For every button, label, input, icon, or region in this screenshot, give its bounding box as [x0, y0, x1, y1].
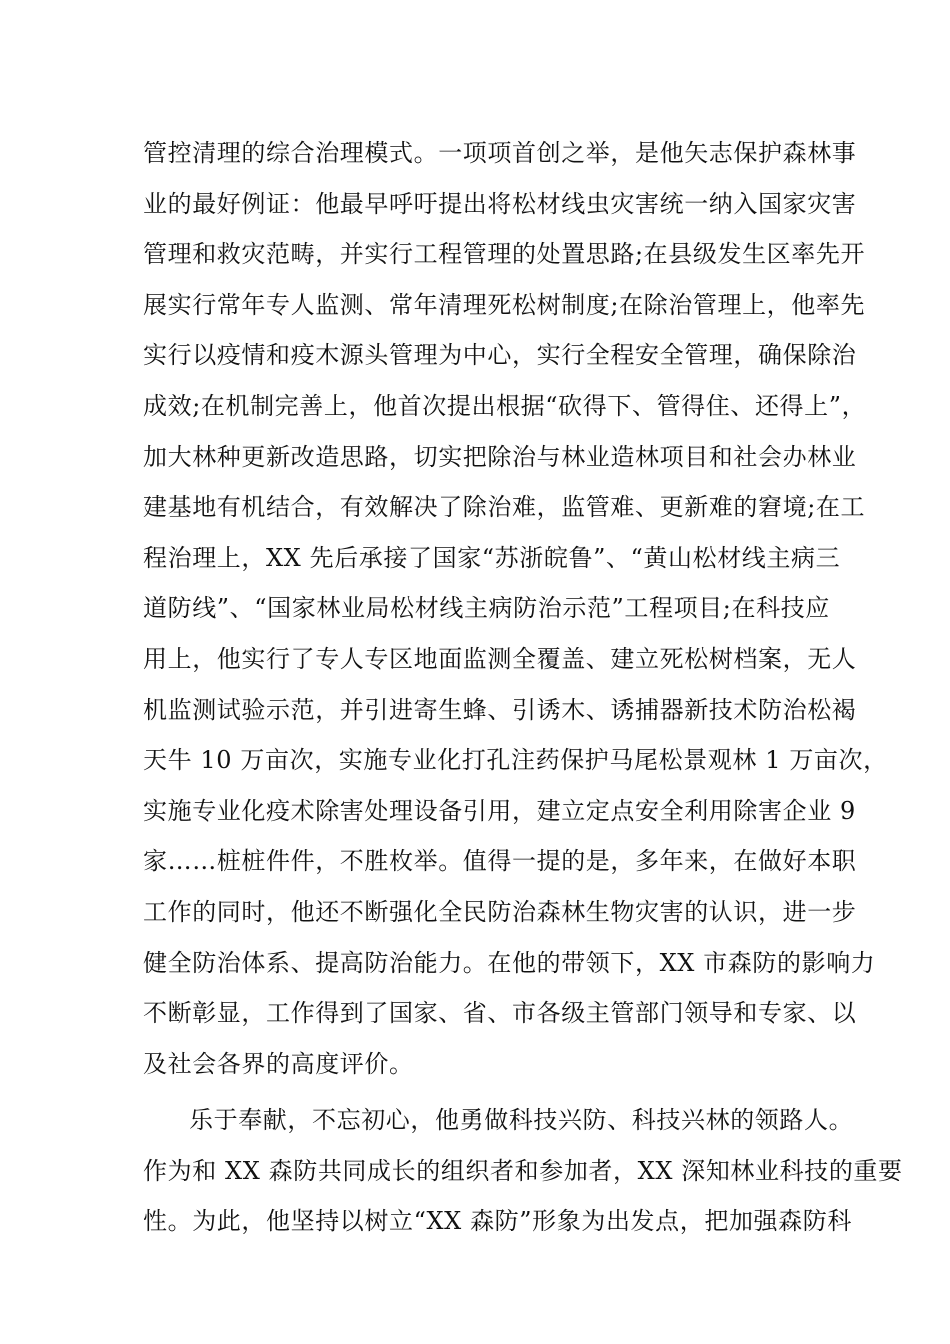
- text-line: 管控清理的综合治理模式。一项项首创之举，是他矢志保护森林事: [143, 139, 857, 167]
- text-line: 实行以疫情和疫木源头管理为中心，实行全程安全管理，确保除治: [143, 341, 857, 370]
- text-line: 程治理上，XX 先后承接了国家“苏浙皖鲁”、“黄山松材线主病三: [143, 543, 841, 572]
- text-line: 不断彰显，工作得到了国家、省、市各级主管部门领导和专家、以: [143, 999, 857, 1028]
- paragraph-1: [143, 128, 888, 1089]
- document-body: [143, 128, 903, 1247]
- text-line: 展实行常年专人监测、常年清理死松树制度;在除治管理上，他率先: [143, 290, 866, 319]
- text-line: 健全防治体系、提高防治能力。在他的带领下，XX 市森防的影响力: [143, 948, 876, 977]
- text-line: 工作的同时，他还不断强化全民防治森林生物灾害的认识，进一步: [143, 897, 857, 926]
- text-line: 用上，他实行了专人专区地面监测全覆盖、建立死松树档案，无人: [143, 644, 857, 673]
- text-line: 加大林种更新改造思路，切实把除治与林业造林项目和社会办林业: [143, 442, 857, 471]
- paragraph-2: [143, 1095, 903, 1247]
- text-line: 作为和 XX 森防共同成长的组织者和参加者，XX 深知林业科技的重要: [143, 1156, 903, 1185]
- text-line: 家……桩桩件件，不胜枚举。值得一提的是，多年来，在做好本职: [143, 847, 857, 876]
- text-line: 性。为此，他坚持以树立“XX 森防”形象为出发点，把加强森防科: [143, 1207, 852, 1236]
- text-line: 建基地有机结合，有效解决了除治难，监管难、更新难的窘境;在工: [143, 493, 866, 522]
- text-line: 机监测试验示范，并引进寄生蜂、引诱木、诱捕器新技术防治松褐: [143, 695, 857, 724]
- text-line: 业的最好例证：他最早呼吁提出将松材线虫灾害统一纳入国家灾害: [143, 189, 857, 218]
- text-line: 实施专业化疫术除害处理设备引用，建立定点安全利用除害企业 9: [143, 796, 856, 825]
- text-line: 乐于奉献，不忘初心，他勇做科技兴防、科技兴林的领路人。: [189, 1106, 854, 1135]
- text-line: 及社会各界的高度评价。: [143, 1049, 414, 1078]
- text-line: 管理和救灾范畴，并实行工程管理的处置思路;在县级发生区率先开: [143, 240, 866, 269]
- text-line: 成效;在机制完善上，他首次提出根据“砍得下、管得住、还得上”，: [143, 391, 867, 420]
- text-line: 道防线”、“国家林业局松材线主病防治示范”工程项目;在科技应: [143, 594, 830, 623]
- text-line: 天牛 10 万亩次，实施专业化打孔注药保护马尾松景观林 1 万亩次，: [143, 746, 888, 775]
